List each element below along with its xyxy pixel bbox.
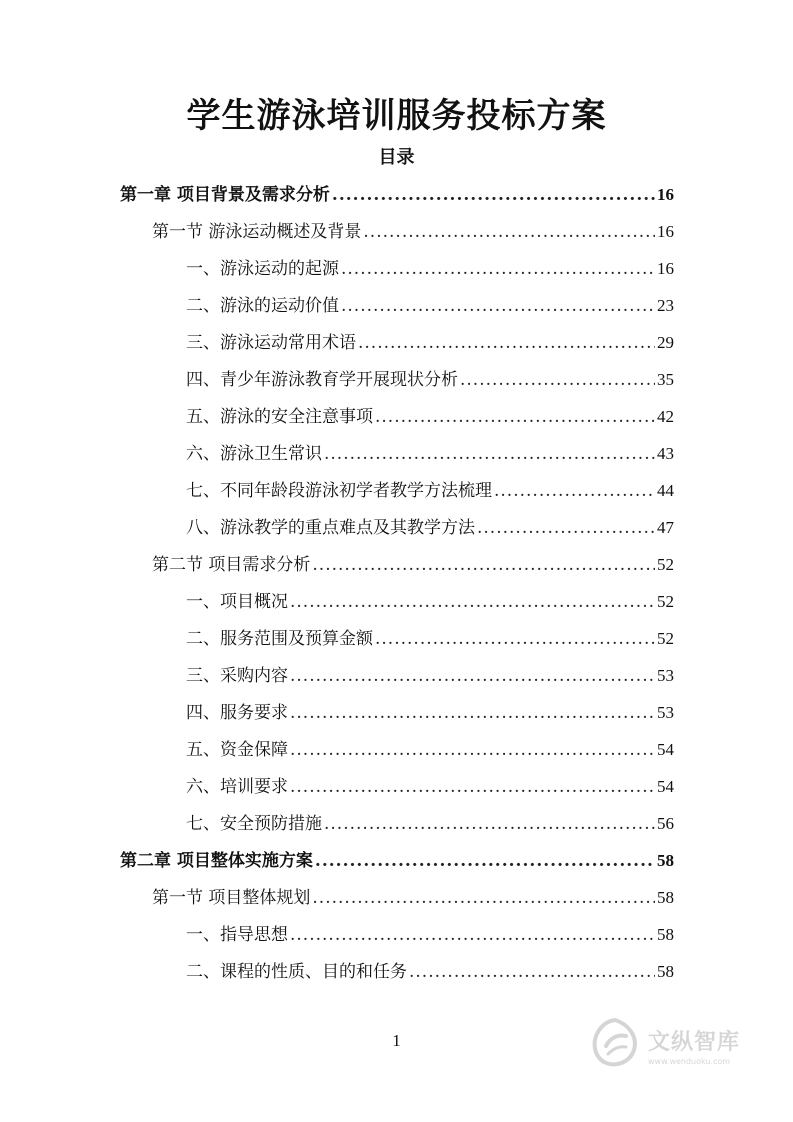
toc-entry-label: 六、培训要求 [186,777,288,797]
toc-heading: 目录 [378,147,415,168]
toc-entry-page: 58 [657,925,674,944]
toc-entry-page: 16 [657,259,674,278]
toc-entry[interactable] [186,731,674,768]
toc-entry[interactable] [120,176,674,213]
toc-entry[interactable] [120,842,674,879]
dot-leader [358,325,655,362]
toc-entry[interactable] [186,620,674,657]
toc-entry-label: 八、游泳教学的重点难点及其教学方法 [186,518,475,538]
toc-entry-label: 四、服务要求 [186,703,288,723]
toc-entry[interactable] [186,583,674,620]
dot-leader [290,732,655,769]
toc-entry[interactable] [186,324,674,361]
dot-leader [312,547,655,584]
dot-leader [324,436,655,473]
toc-entry-label: 第一节 项目整体规划 [152,888,311,908]
toc-entry-label: 二、游泳的运动价值 [186,296,339,316]
toc-entry-label: 四、青少年游泳教育学开展现状分析 [186,370,458,390]
toc-entry-page: 53 [657,703,674,722]
toc-entry[interactable] [186,398,674,435]
toc-entry-page: 16 [657,185,674,204]
toc-entry-label: 二、服务范围及预算金额 [186,629,373,649]
dot-leader [375,399,655,436]
dot-leader [312,880,655,917]
toc-entry-page: 42 [657,407,674,426]
toc-entry[interactable] [152,879,674,916]
dot-leader [290,584,655,621]
toc-entry-label: 第一章 项目背景及需求分析 [120,185,330,205]
toc-entry-page: 52 [657,592,674,611]
toc-entry-page: 56 [657,814,674,833]
dot-leader [460,362,655,399]
toc-entry-page: 47 [657,518,674,537]
dot-leader [290,769,655,806]
dot-leader [315,843,655,880]
toc-entry-label: 第二章 项目整体实施方案 [120,851,313,871]
toc-entry-label: 五、游泳的安全注意事项 [186,407,373,427]
watermark-url: www.wenduoku.com [648,1056,731,1066]
dot-leader [477,510,655,547]
toc-entry[interactable] [186,361,674,398]
dot-leader [290,695,655,732]
toc-entry-page: 29 [657,333,674,352]
toc-entry-label: 一、指导思想 [186,925,288,945]
toc-entry[interactable] [186,472,674,509]
dot-leader [363,214,655,251]
watermark [588,1014,758,1076]
toc-entry-page: 58 [657,962,674,981]
toc-entry[interactable] [186,657,674,694]
toc-entry[interactable] [186,805,674,842]
toc-entry-page: 54 [657,740,674,759]
toc-entry-page: 43 [657,444,674,463]
toc-entry-label: 五、资金保障 [186,740,288,760]
toc-entry-label: 六、游泳卫生常识 [186,444,322,464]
dot-leader [409,954,655,991]
toc-entry-page: 53 [657,666,674,685]
toc-entry-page: 16 [657,222,674,241]
toc-entry-label: 三、采购内容 [186,666,288,686]
dot-leader [375,621,655,658]
dot-leader [324,806,655,843]
toc-entry[interactable] [186,250,674,287]
toc-entry[interactable] [186,435,674,472]
toc-entry[interactable] [152,213,674,250]
toc-entry[interactable] [186,768,674,805]
toc-entry-label: 一、游泳运动的起源 [186,259,339,279]
toc-entry-label: 第一节 游泳运动概述及背景 [152,222,362,242]
toc-entry[interactable] [186,694,674,731]
page-number: 1 [392,1031,401,1050]
toc-entry-page: 58 [657,888,674,907]
dot-leader [341,288,655,325]
toc-entry[interactable] [186,509,674,546]
toc-entry-label: 二、课程的性质、目的和任务 [186,962,407,982]
document-title: 学生游泳培训服务投标方案 [186,96,607,136]
dot-leader [341,251,655,288]
toc-entry-page: 44 [657,481,674,500]
toc-entry[interactable] [186,287,674,324]
toc-entry[interactable] [186,953,674,990]
watermark-name: 文纵智库 [648,1029,741,1055]
toc-entry-page: 52 [657,629,674,648]
dot-leader [290,917,655,954]
toc-entry-label: 第二节 项目需求分析 [152,555,311,575]
dot-leader [290,658,655,695]
toc-entry-page: 58 [657,851,674,870]
logo-icon [588,1016,642,1074]
toc-entry[interactable] [152,546,674,583]
toc-entry-page: 52 [657,555,674,574]
toc-entry-label: 一、项目概况 [186,592,288,612]
toc-entry-label: 七、不同年龄段游泳初学者教学方法梳理 [186,481,492,501]
toc-entry[interactable] [186,916,674,953]
toc-entry-label: 三、游泳运动常用术语 [186,333,356,353]
dot-leader [332,177,655,214]
toc-entry-page: 23 [657,296,674,315]
dot-leader [494,473,655,510]
toc-entry-page: 35 [657,370,674,389]
toc-entry-label: 七、安全预防措施 [186,814,322,834]
toc-entry-page: 54 [657,777,674,796]
